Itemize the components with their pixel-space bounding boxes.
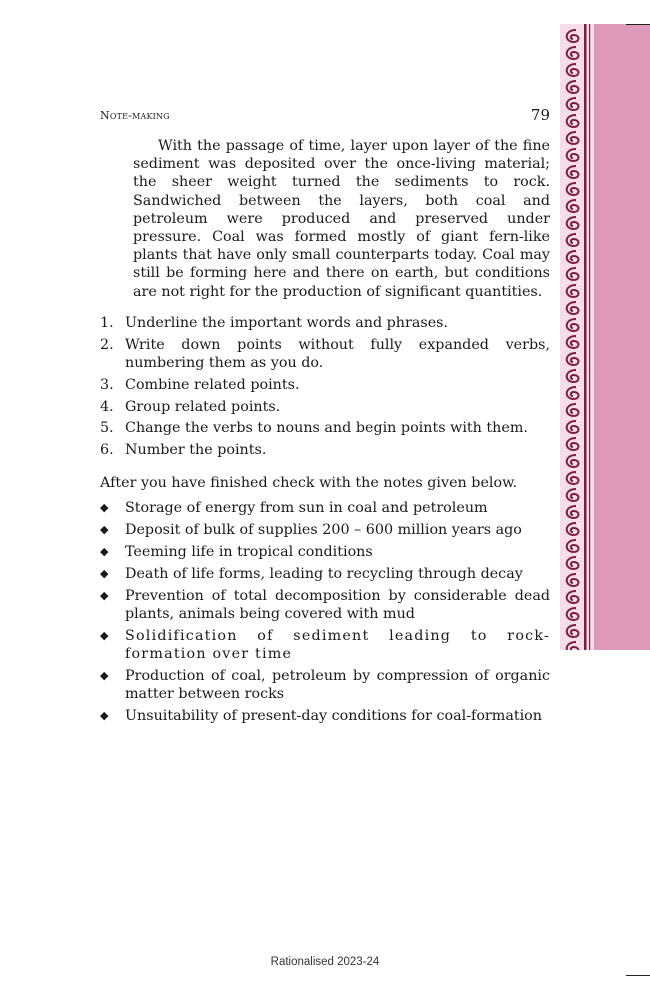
crop-mark-bottom — [626, 975, 650, 976]
running-header — [100, 106, 550, 126]
crop-mark-top — [626, 24, 650, 25]
step-item — [100, 314, 550, 332]
bullet-icon: ◆ — [100, 545, 109, 558]
bullet-icon: ◆ — [100, 501, 109, 514]
section-title: Note-making — [100, 109, 170, 122]
decorative-border — [560, 24, 650, 650]
note-text: Deposit of bulk of supplies 200 – 600 million years ago — [125, 522, 522, 538]
bullet-icon: ◆ — [100, 629, 110, 642]
step-number: 4. — [100, 398, 114, 415]
step-item — [100, 419, 550, 437]
step-text: Combine related points. — [125, 376, 300, 393]
note-item — [100, 565, 550, 583]
step-item — [100, 398, 550, 416]
passage-paragraph: With the passage of time, layer upon layer of the fine sediment was deposited over the once-living material; the sheer weight turned the sediments to rock. Sandwiched between the layers, both coal and petroleum were produced and preserved under pressure. Coal was formed mostly of giant fern-like plants that have only small counterparts today. Coal may still be forming here and there on earth, but conditions are not right for the production of significant quantities. — [133, 138, 550, 300]
step-number: 3. — [100, 376, 114, 393]
steps-list — [100, 314, 550, 463]
border-line-dark — [584, 24, 587, 650]
note-text: Teeming life in tropical conditions — [125, 544, 373, 560]
step-text: Group related points. — [125, 398, 281, 415]
bullet-icon: ◆ — [100, 669, 109, 682]
bullet-icon: ◆ — [100, 589, 109, 602]
border-light-band — [560, 24, 594, 650]
step-number: 1. — [100, 315, 114, 331]
note-item — [100, 521, 550, 539]
footer-text: Rationalised 2023-24 — [270, 956, 380, 968]
bullet-icon: ◆ — [100, 709, 109, 722]
border-line-thin — [589, 24, 590, 650]
step-number: 5. — [100, 420, 114, 437]
note-item — [100, 707, 550, 725]
note-text: Death of life forms, leading to recycling through decay — [125, 566, 523, 582]
border-pink-band — [594, 24, 650, 650]
step-item — [100, 336, 550, 372]
step-text: Number the points. — [125, 442, 267, 459]
step-text: Underline the important words and phrases. — [125, 315, 449, 331]
note-text: Production of coal, petroleum by compression of organic matter between rocks — [125, 668, 550, 702]
bullet-icon: ◆ — [100, 523, 109, 536]
note-text: Prevention of total decomposition by considerable dead plants, animals being covered with mud — [125, 588, 550, 622]
step-number: 2. — [100, 336, 114, 353]
step-text: Change the verbs to nouns and begin points with them. — [125, 420, 528, 437]
instruction-text: After you have finished check with the notes given below. — [100, 475, 518, 491]
step-item — [100, 441, 550, 459]
note-text: Storage of energy from sun in coal and petroleum — [125, 500, 488, 516]
page-number: 79 — [530, 106, 550, 124]
step-number: 6. — [100, 442, 114, 459]
note-item — [100, 499, 550, 517]
step-item — [100, 376, 550, 394]
notes-list — [100, 499, 550, 729]
note-item — [100, 667, 550, 703]
note-item — [100, 627, 550, 663]
step-text: Write down points without fully expanded verbs, numbering them as you do. — [125, 336, 550, 371]
note-text: Unsuitability of present-day conditions for coal-formation — [125, 708, 542, 724]
note-text: Solidification of sediment leading to rock-formation over time — [125, 628, 550, 662]
note-item — [100, 587, 550, 623]
note-item — [100, 543, 550, 561]
bullet-icon: ◆ — [100, 567, 109, 580]
